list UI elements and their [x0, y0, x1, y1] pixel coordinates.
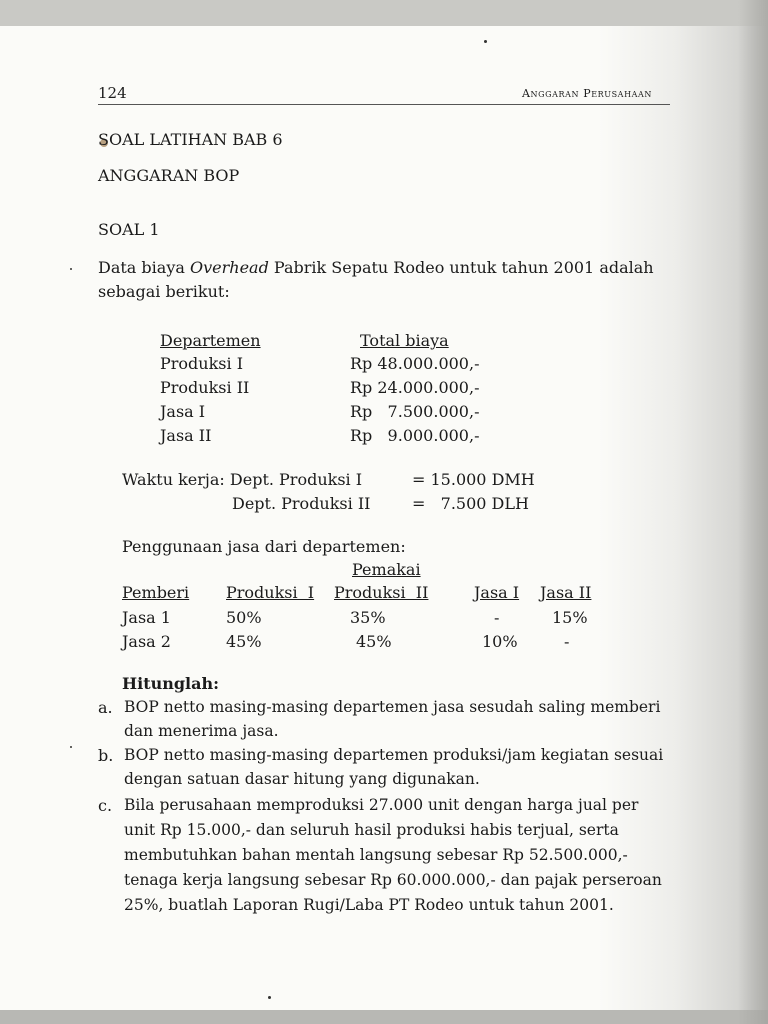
cost-table-cell: Jasa I [160, 402, 206, 421]
cost-table-header-total: Total biaya [360, 331, 449, 350]
question-line: dan menerima jasa. [124, 722, 279, 740]
service-usage-intro: Penggunaan jasa dari departemen: [122, 537, 406, 556]
service-table-cell: 35% [350, 608, 386, 627]
intro-italic: Overhead [189, 258, 269, 277]
question-line: Bila perusahaan memproduksi 27.000 unit dengan harga jual per [124, 796, 639, 814]
scan-right-shadow [738, 0, 768, 1024]
intro-line-2: sebagai berikut: [98, 282, 230, 301]
scan-bottom-edge [0, 1010, 768, 1024]
question-line: 25%, buatlah Laporan Rugi/Laba PT Rodeo untuk tahun 2001. [124, 896, 614, 914]
service-table-header: Pemberi [122, 583, 190, 602]
speck [484, 40, 487, 43]
speck [268, 996, 271, 999]
cost-table-cell: Rp 48.000.000,- [350, 354, 480, 373]
header-rule [98, 104, 670, 105]
service-table-cell: 45% [226, 632, 262, 651]
service-table-cell: Jasa 2 [122, 632, 171, 651]
question-letter: a. [98, 698, 113, 717]
cost-table-cell: Rp 9.000.000,- [350, 426, 480, 445]
service-table-cell: 50% [226, 608, 262, 627]
service-table-header: Jasa II [540, 583, 592, 602]
work-time-value-1: = 15.000 DMH [412, 470, 535, 489]
cost-table-cell: Produksi I [160, 354, 244, 373]
question-line: dengan satuan dasar hitung yang digunakan. [124, 770, 480, 788]
service-table-header: Jasa I [474, 583, 520, 602]
cost-table-cell: Jasa II [160, 426, 212, 445]
service-table-cell: Jasa 1 [122, 608, 171, 627]
section-title: SOAL LATIHAN BAB 6 [98, 130, 283, 149]
question-line: unit Rp 15.000,- dan seluruh hasil produksi habis terjual, serta [124, 821, 619, 839]
work-time-label: Waktu kerja: Dept. Produksi I [122, 470, 363, 489]
running-title: Anggaran Perusahaan [522, 87, 652, 100]
service-table-header: Produksi II [334, 583, 429, 602]
service-table-cell: 10% [482, 632, 518, 651]
question-letter: b. [98, 746, 114, 765]
cost-table-header-dept: Departemen [160, 331, 261, 350]
question-line: membutuhkan bahan mentah langsung sebesar Rp 52.500.000,- [124, 846, 628, 864]
work-time-value-2: = 7.500 DLH [412, 494, 529, 513]
intro-text-before: Data biaya [98, 258, 190, 277]
service-table-cell: - [564, 632, 570, 651]
work-time-label-2: Dept. Produksi II [232, 494, 371, 513]
service-table-cell: 15% [552, 608, 588, 627]
intro-text-after: Pabrik Sepatu Rodeo untuk tahun 2001 adalah [268, 258, 654, 277]
section-subtitle: ANGGARAN BOP [98, 166, 240, 185]
scan-top-edge [0, 0, 768, 26]
question-line: BOP netto masing-masing departemen produksi/jam kegiatan sesuai [124, 746, 664, 764]
question-letter: c. [98, 796, 113, 815]
question-line: BOP netto masing-masing departemen jasa sesudah saling memberi [124, 698, 661, 716]
speck [70, 268, 72, 270]
intro-line-1 [98, 258, 654, 277]
cost-table-cell: Rp 7.500.000,- [350, 402, 480, 421]
cost-table-cell: Produksi II [160, 378, 250, 397]
problem-heading: SOAL 1 [98, 220, 160, 239]
cost-table-cell: Rp 24.000.000,- [350, 378, 480, 397]
service-table-cell: - [494, 608, 500, 627]
service-table-cell: 45% [356, 632, 392, 651]
page-number: 124 [98, 84, 127, 102]
speck [70, 746, 72, 748]
service-table-group-header: Pemakai [352, 560, 421, 579]
questions-heading: Hitunglah: [122, 674, 220, 693]
question-line: tenaga kerja langsung sebesar Rp 60.000.000,- dan pajak perseroan [124, 871, 662, 889]
service-table-header: Produksi I [226, 583, 315, 602]
